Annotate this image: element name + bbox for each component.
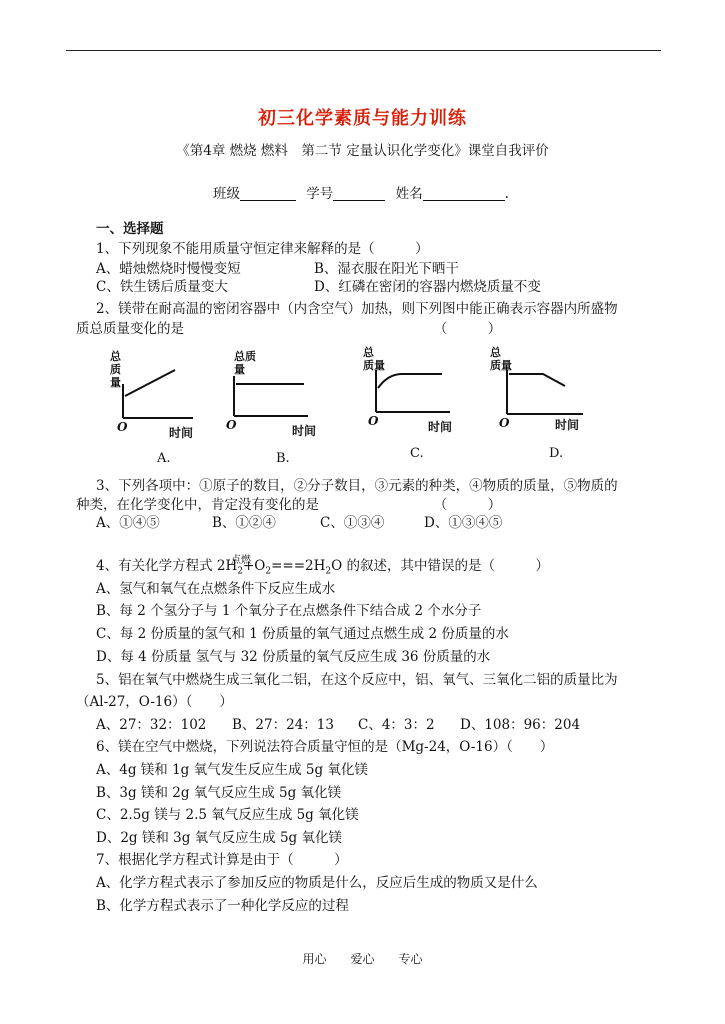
graph-b-xlabel: 时间 (292, 424, 317, 438)
q1-stem: 1、下列现象不能用质量守恒定律来解释的是（ ） (96, 241, 429, 257)
q4-option-c: C、每 2 份质量的氢气和 1 份质量的氧气通过点燃生成 2 份质量的水 (96, 626, 509, 642)
graph-a: 总 质 量 O 时间 A. (103, 346, 213, 464)
q5-option-c: C、4：3：2 (358, 717, 435, 733)
number-label: 学号 (306, 186, 334, 202)
q2-stem-line1: 2、镁带在耐高温的密闭容器中（内含空气）加热，则下列图中能正确表示容器内所盛物 (96, 301, 618, 317)
graph-d-xlabel: 时间 (555, 418, 580, 432)
q5-stem-line2: （Al-27，O-16）（ ） (76, 694, 233, 710)
class-info-line (213, 182, 509, 202)
name-label: 姓名 (395, 186, 423, 202)
page-footer: 用心 爱心 专心 (302, 952, 423, 966)
graph-a-origin: O (117, 420, 128, 434)
q5-option-d: D、108：96：204 (460, 717, 581, 733)
q5-option-a: A、27：32：102 (96, 717, 207, 733)
graph-a-letter: A. (157, 451, 171, 466)
q5-stem-line1: 5、铝在氧气中燃烧生成三氧化二铝，在这个反应中，铝、氧气、三氧化二铝的质量比为 (96, 672, 618, 688)
graph-d: 总 质量 O 时间 D. (485, 344, 600, 462)
graph-c-origin: O (368, 414, 379, 428)
class-line-end: . (504, 186, 509, 202)
q3-option-d: D、①③④⑤ (424, 515, 503, 531)
class-blank[interactable] (240, 186, 296, 201)
number-blank[interactable] (333, 186, 385, 201)
q6-option-b: B、3g 镁和 2g 氧气反应生成 5g 氧化镁 (96, 785, 342, 801)
name-blank[interactable] (423, 186, 505, 201)
q6-option-a: A、4g 镁和 1g 氧气发生反应生成 5g 氧化镁 (96, 762, 368, 778)
section-heading: 一、选择题 (96, 221, 164, 237)
graph-c-letter: C. (410, 446, 424, 461)
q6-option-d: D、2g 镁和 3g 氧气反应生成 5g 氧化镁 (96, 830, 342, 846)
q4-option-d: D、每 4 份质量 氢气与 32 份质量的氧气反应生成 36 份质量的水 (96, 649, 491, 665)
q1-option-a: A、蜡烛燃烧时慢慢变短 (96, 261, 241, 277)
q4-option-a: A、氢气和氧气在点燃条件下反应生成水 (96, 581, 336, 597)
q3-option-b: B、①②④ (212, 515, 276, 531)
q1-option-c: C、铁生锈后质量变大 (96, 279, 228, 295)
graph-b-origin: O (226, 418, 237, 432)
graph-d-origin: O (499, 416, 510, 430)
q4-condition-label: 点燃 (231, 555, 251, 566)
class-label: 班级 (213, 186, 240, 202)
graph-a-xlabel: 时间 (169, 426, 194, 440)
q3-stem-line1: 3、下列各项中：①原子的数目，②分子数目，③元素的种类，④物质的质量，⑤物质的 (96, 478, 618, 494)
graph-c-curve (378, 374, 442, 388)
page-title: 初三化学素质与能力训练 (258, 108, 467, 129)
q6-option-c: C、2.5g 镁与 2.5 氧气反应生成 5g 氧化镁 (96, 807, 359, 823)
q1-option-b: B、湿衣服在阳光下晒干 (314, 261, 459, 277)
q1-option-d: D、红磷在密闭的容器内燃烧质量不变 (314, 279, 541, 295)
graph-b-letter: B. (276, 451, 290, 466)
q5-option-b: B、27：24：13 (232, 717, 334, 733)
graph-d-curve (509, 374, 565, 386)
q2-stem-line2: 质总质量变化的是 （ ） (76, 321, 502, 337)
graph-c-xlabel: 时间 (428, 420, 453, 434)
header-rule (66, 50, 661, 51)
q3-stem-line2: 种类，在化学变化中，肯定没有变化的是 （ ） (76, 497, 502, 513)
q3-option-c: C、①③④ (320, 515, 385, 531)
graph-b: 总质 量 O 时间 B. (220, 346, 330, 464)
q6-stem: 6、镁在空气中燃烧，下列说法符合质量守恒的是（Mg-24，O-16）（ ） (96, 739, 554, 755)
graph-d-letter: D. (549, 446, 564, 461)
q7-stem: 7、根据化学方程式计算是由于（ ） (96, 852, 348, 868)
q7-option-a: A、化学方程式表示了参加反应的物质是什么，反应后生成的物质又是什么 (96, 875, 538, 891)
graph-a-curve (125, 370, 175, 396)
q4-option-b: B、每 2 个氢分子与 1 个氧分子在点燃条件下结合成 2 个水分子 (96, 603, 482, 619)
page-subtitle: 《第4章 燃烧 燃料 第二节 定量认识化学变化》课堂自我评价 (176, 143, 549, 159)
q3-option-a: A、①④⑤ (96, 515, 160, 531)
q7-option-b: B、化学方程式表示了一种化学反应的过程 (96, 898, 349, 914)
q4-stem: 4、有关化学方程式 $2H_2+O_2===2H_2O$ 的叙述，其中错误的是（ ） (96, 558, 549, 577)
graph-c: 总 质量 O 时间 C. (358, 344, 468, 462)
